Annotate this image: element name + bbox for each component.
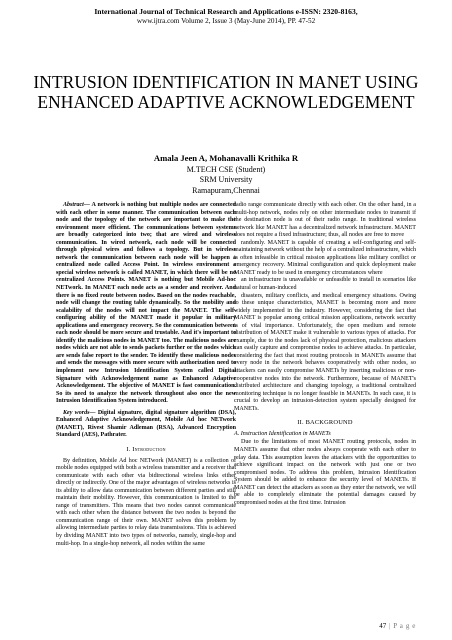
page-number: 47	[379, 622, 387, 630]
author-affiliation-role: M.TECH CSE (Student)	[186, 164, 266, 174]
journal-header	[0, 7, 452, 26]
section-heading-background: II. BACKGROUND	[297, 419, 353, 427]
intro-paragraph-4: an infrastructure is unavailable or unfeasible to install in scenarios like natural or human-induced	[234, 277, 416, 292]
journal-name: International Journal of Technical Research and Applications e-ISSN: 2320-8163,	[94, 7, 358, 16]
keywords-label: Key words—	[63, 409, 96, 416]
keywords-text: Digital signature, digital signature algorithm (DSA), Enhanced Adaptive Acknowledgement, Mobile Ad hoc NETwork (MANET), Rivest Shamir Adleman (RSA), Advanced Encryption Standard (AES), Pathrater.	[56, 409, 236, 439]
subsection-heading-intrusion: A. Instruction Identification in MANETs	[234, 430, 331, 437]
intro-paragraph-1: By definition, Mobile Ad hoc NETwork (MANET) is a collection of mobile nodes equipped with both a wireless transmitter and a receiver that communicate with each other via bidirectional wireless links either directly or indirectly. One of the major advantages of wireless networks is its ability to allow data communication between different parties and still maintain their mobility. However, this communication is limited to the range of transmitters. This means that two nodes cannot communicate with each other when the distance between the two nodes is beyond the communication range of their own. MANET solves this problem by allowing intermediate parties to relay data transmissions. This is achieved by dividing MANET into two types of networks, namely, single-hop and multi-hop. In a single-hop network, all nodes within the same	[56, 457, 236, 547]
page-label: P a g e	[393, 622, 416, 630]
intro-paragraph-3: randomly. MANET is capable of creating a self-configuring and self-maintaining network without the help of a centralized infrastructure, which is often infeasible in critical mission applications like military conflict or emergency recovery. Minimal configuration and quick deployment make MANET ready to be used in emergency circumstances where	[234, 239, 416, 276]
background-paragraph-1: Due to the limitations of most MANET routing protocols, nodes in MANETs assume that other nodes always cooperate with each other to relay data. This assumption leaves the attackers with the opportunities to achieve significant impact on the network with just one or two compromised nodes. To address this problem, Intrusion Identification System should be added to enhance the security level of MANETs. If MANET can detect the attackers as soon as they enter the network, we will be able to completely eliminate the potential damages caused by compromised nodes at the first time. Intrusion	[234, 439, 416, 506]
intro-paragraph-5: disasters, military conflicts, and medical emergency situations. Owing to these unique characteristics, MANET is becoming more and more widely implemented in the industry. However, considering the fact that MANET is popular among critical mission applications, network security is of vital importance. Unfortunately, the open medium and remote distribution of MANET make it vulnerable to various types of attacks. For example, due to the nodes lack of physical protection, malicious attackers can easily capture and compromise nodes to achieve attacks. In particular, considering the fact that most routing protocols in MANETs assume that every node in the network behaves cooperatively with other nodes, so attackers can easily compromise MANETs by inserting malicious or non-cooperative nodes into the network. Furthermore, because of MANET's distributed architecture and changing topology, a traditional centralized monitoring technique is no longer feasible in MANETs. In such case, it is crucial to develop an intrusion-detection system specially designed for MANETs.	[234, 292, 416, 412]
intro-paragraph-2: radio range communicate directly with each other. On the other hand, in a multi-hop network, nodes rely on other intermediate nodes to transmit if the destination node is out of their radio range. In traditional wireless network like MANET has a decentralized network infrastructure. MANET does not require a fixed infrastructure; thus, all nodes are free to move	[234, 202, 416, 239]
paper-title: INTRUSION IDENTIFICATION IN MANET USING ENHANCED ADAPTIVE ACKNOWLEDGEMENT	[33, 72, 419, 112]
author-names: Amala Jeen A, Mohanavalli Krithika R	[153, 153, 299, 163]
left-column	[56, 202, 236, 548]
keywords	[56, 410, 236, 440]
section-heading-introduction: I. Introduction	[126, 445, 166, 453]
abstract	[56, 202, 236, 406]
page-footer	[379, 622, 416, 630]
footer-separator: |	[389, 622, 391, 630]
author-affiliation-location: Ramapuram,Chennai	[192, 185, 260, 195]
author-affiliation-university: SRM University	[199, 175, 253, 184]
right-column	[234, 202, 416, 507]
journal-volume-info: www.ijtra.com Volume 2, Issue 3 (May-June 2014), PP. 47-52	[136, 16, 316, 25]
abstract-label: Abstract—	[63, 202, 90, 208]
abstract-text: A network is nothing but multiple nodes are connected with each other in some manner. The communication between each node and the topology of the network are important to make the environment more efficient. The communications between systems are broadly categorized into two; that are wired and wireless communication. In wired network, each node will be connected through physical wires and follows a topology. But in wireless network the communication between each node will be happen a centralized node called Access Point. In wireless environment a special wireless network is called MANET, in which there will be no centralized Access Points. MANET is nothing but Mobile Ad-hoc NETwork. In MANET each node acts as a sender and receiver. And there is no fixed route between nodes. Based on the nodes reachable, node will change the routing table dynamically. So the mobility and scalability of the nodes will not impact the MANET. The self-configuring ability of the MANET made it popular in military applications and emergency recovery. So the communication between each node should be more secure and trustable. And it's important to identify the malicious nodes in MANET too. The malicious nodes are nodes which are not able to sends packets further or the nodes which are sends false report to the sender. To identify these malicious nodes and sends the messages with more secure with authorization need to implement new Intrusion Identification System called Digital Signature with Acknowledgement name as Enhanced Adaptive Acknowledgement. The objective of MANET is fast communication. So its need to analyze the network throughout also once the new Intrusion Identification System introduced.	[56, 202, 236, 405]
author-block	[0, 153, 452, 196]
